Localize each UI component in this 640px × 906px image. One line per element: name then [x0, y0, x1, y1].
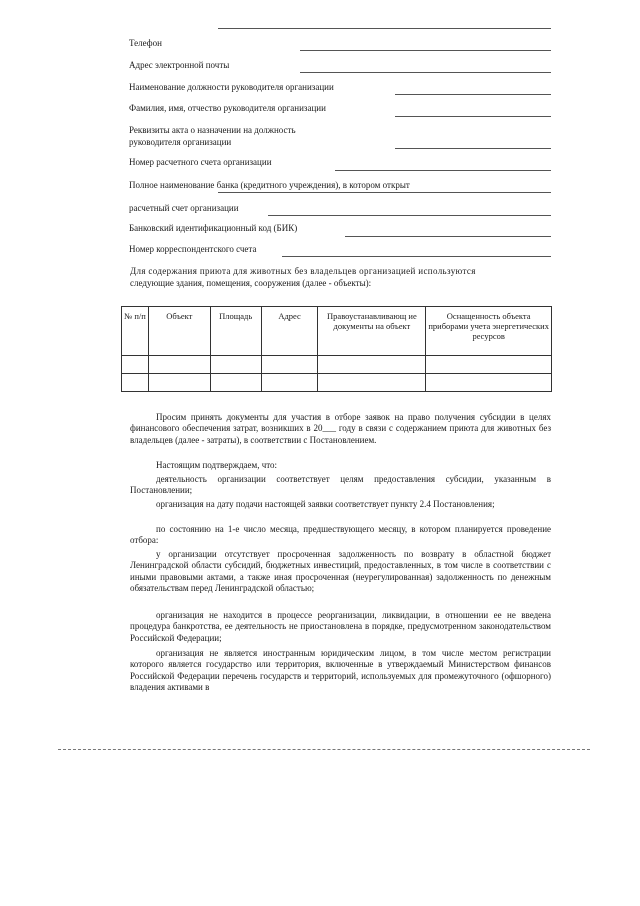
- no-reorganization-text: организация не находится в процессе реорганизации, ликвидации, в отношении ее не введена процедура банкротства, ее деятельность не приостановлена в порядке, предусмотренном законодательством Российской Федерации;: [130, 610, 551, 643]
- field-label-appointment-act-cont: руководителя организации: [129, 137, 232, 147]
- table-cell[interactable]: [210, 356, 261, 374]
- not-foreign-text: организация не является иностранным юридическим лицом, в том числе местом регистрации которого является государство или территория, включенные в утверждаемый Министерством финансов Российской Федерации перечень государств и территорий, используемых для промежуточного (офшорного) владения активами в: [130, 648, 551, 693]
- request-text: Просим принять документы для участия в отборе заявок на право получения субсидии в целях финансового обеспечения затрат, возникших в 20___ году в связи с содержанием приюта для животных без владельцев (далее - затраты), в соответствии с Постановлением.: [130, 412, 551, 445]
- fill-line-head-position[interactable]: [395, 94, 551, 95]
- field-label-bank-account: расчетный счет организации: [129, 203, 239, 213]
- field-label-email: Адрес электронной почты: [129, 60, 230, 70]
- status-date-text: по состоянию на 1-е число месяца, предшествующего месяцу, в котором планируется проведение отбора:: [130, 524, 551, 546]
- objects-intro-line1: Для содержания приюта для животных без владельцев организацией используются: [130, 266, 476, 276]
- col-header-title-documents: Правоустанавливающ ие документы на объект: [318, 307, 426, 356]
- fill-line-corr-account[interactable]: [282, 256, 551, 257]
- table-header-row: [122, 307, 552, 356]
- status-date-paragraph: [130, 524, 551, 547]
- field-label-settlement-account: Номер расчетного счета организации: [129, 157, 272, 167]
- table-cell[interactable]: [210, 374, 261, 392]
- scan-footer-line: [58, 749, 590, 750]
- purpose-compliance-text: деятельность организации соответствует целям предоставления субсидии, указанным в Постановлении;: [130, 474, 551, 496]
- table-cell[interactable]: [426, 356, 552, 374]
- field-label-corr-account: Номер корреспондентского счета: [129, 244, 257, 254]
- fill-line-bank-name[interactable]: [218, 192, 551, 193]
- request-paragraph: [130, 412, 551, 446]
- fill-line-email[interactable]: [300, 72, 551, 73]
- confirm-heading-paragraph: [130, 460, 551, 471]
- field-label-phone: Телефон: [129, 38, 162, 48]
- field-label-head-name: Фамилия, имя, отчество руководителя организации: [129, 103, 326, 113]
- col-header-metering: Оснащенность объекта приборами учета энергетических ресурсов: [426, 307, 552, 356]
- fill-line-bank-account[interactable]: [268, 215, 551, 216]
- table-cell[interactable]: [261, 374, 318, 392]
- table-cell[interactable]: [122, 356, 149, 374]
- table-cell[interactable]: [426, 374, 552, 392]
- fill-line-settlement-account[interactable]: [335, 170, 551, 171]
- no-debt-paragraph: [130, 549, 551, 595]
- fill-line-appointment-act[interactable]: [395, 148, 551, 149]
- col-header-object: Объект: [148, 307, 210, 356]
- clause-compliance-paragraph: [130, 499, 551, 510]
- no-reorganization-paragraph: [130, 610, 551, 644]
- objects-intro-line2: следующие здания, помещения, сооружения (далее - объекты):: [130, 278, 372, 288]
- not-foreign-paragraph: [130, 648, 551, 694]
- table-cell[interactable]: [122, 374, 149, 392]
- table-row: [122, 356, 552, 374]
- table-cell[interactable]: [318, 374, 426, 392]
- table-cell[interactable]: [261, 356, 318, 374]
- fill-line-phone[interactable]: [300, 50, 551, 51]
- field-label-head-position: Наименование должности руководителя организации: [129, 82, 334, 92]
- table-cell[interactable]: [148, 356, 210, 374]
- fill-line-head-name[interactable]: [395, 116, 551, 117]
- col-header-address: Адрес: [261, 307, 318, 356]
- col-header-number: № п/п: [122, 307, 149, 356]
- table-cell[interactable]: [148, 374, 210, 392]
- table-row: [122, 374, 552, 392]
- fill-line: [218, 28, 551, 29]
- confirm-heading-text: Настоящим подтверждаем, что:: [156, 460, 278, 470]
- col-header-area: Площадь: [210, 307, 261, 356]
- no-debt-text: у организации отсутствует просроченная задолженность по возврату в областной бюджет Ленинградской области субсидий, бюджетных инвестиций, предоставленных, в том числе в соответствии с иными правовыми актами, а также иная просроченная (неурегулированная) задолженность по денежным обязательствам перед Ленинградской областью;: [130, 549, 551, 594]
- clause-compliance-text: организация на дату подачи настоящей заявки соответствует пункту 2.4 Постановления;: [156, 499, 495, 509]
- objects-table: [121, 306, 552, 392]
- field-label-appointment-act: Реквизиты акта о назначении на должность: [129, 125, 296, 135]
- field-label-bik: Банковский идентификационный код (БИК): [129, 223, 298, 233]
- field-label-bank-name: Полное наименование банка (кредитного учреждения), в котором открыт: [129, 180, 410, 190]
- table-cell[interactable]: [318, 356, 426, 374]
- purpose-compliance-paragraph: [130, 474, 551, 497]
- fill-line-bik[interactable]: [345, 236, 551, 237]
